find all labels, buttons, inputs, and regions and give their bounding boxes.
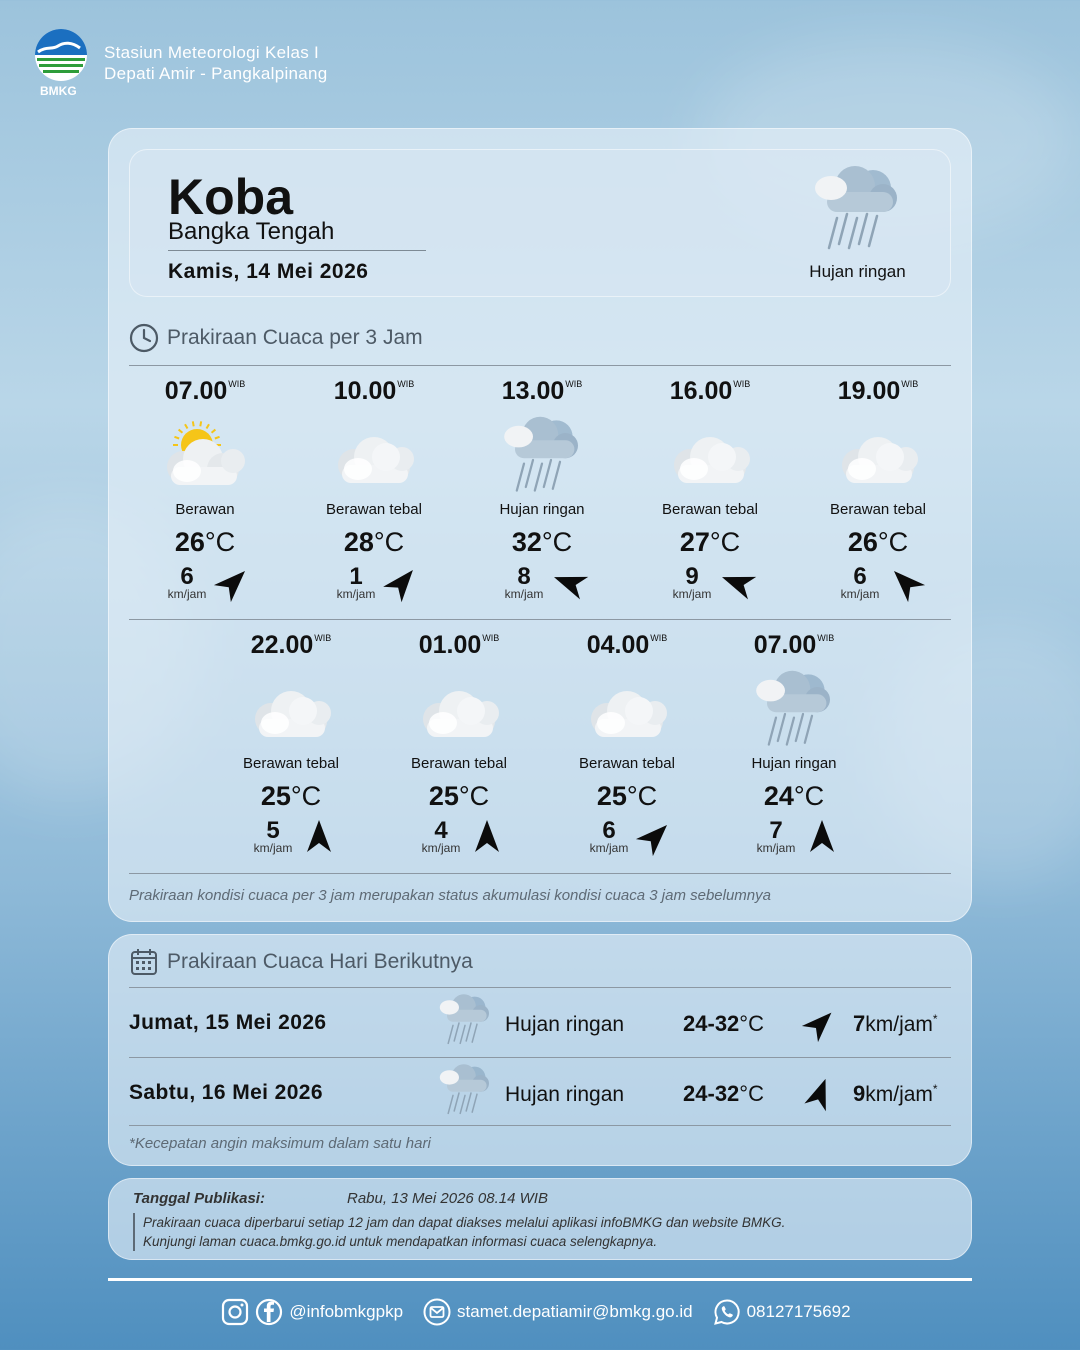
temperature-unit: °C	[877, 527, 909, 557]
wind-unit: km/jam	[504, 587, 544, 601]
temperature-unit: °C	[709, 527, 741, 557]
instagram-icon[interactable]	[221, 1298, 249, 1326]
daily-row	[129, 989, 951, 1057]
timezone-label: WIB	[482, 633, 500, 643]
temperature-unit: °C	[793, 781, 825, 811]
wind-speed: 6	[602, 817, 616, 844]
temperature-unit: °C	[458, 781, 490, 811]
facebook-icon[interactable]	[255, 1298, 283, 1326]
temperature-value: 25	[428, 781, 459, 811]
social-links[interactable]	[221, 1298, 403, 1326]
timezone-label: WIB	[314, 633, 332, 643]
hourly-slot	[626, 377, 794, 617]
wind-speed: 9	[853, 1081, 866, 1106]
partly-cloudy-icon	[155, 415, 255, 505]
weather-desc: Berawan tebal	[579, 755, 675, 772]
hourly-slot	[543, 631, 711, 871]
wind-direction-arrow-icon	[886, 563, 926, 603]
slot-time	[121, 377, 289, 406]
temperature-value: 28	[343, 527, 374, 557]
wind-unit: km/jam	[840, 587, 880, 601]
weather-desc: Berawan tebal	[411, 755, 507, 772]
wind-unit: km/jam	[253, 841, 293, 855]
temperature-value: 25	[596, 781, 627, 811]
wind-direction-arrow-icon	[550, 563, 590, 603]
temperature-unit: °C	[739, 1011, 764, 1036]
cloud-icon	[241, 669, 341, 759]
temperature-value: 27	[679, 527, 710, 557]
hourly-title: Prakiraan Cuaca per 3 Jam	[167, 326, 423, 349]
temperature-value: 26	[847, 527, 878, 557]
timezone-label: WIB	[817, 633, 835, 643]
wind-speed: 9	[685, 563, 699, 590]
phone-number[interactable]: 08127175692	[746, 1302, 851, 1321]
time-value: 07.00	[164, 377, 228, 405]
timezone-label: WIB	[733, 379, 751, 389]
temperature	[458, 527, 626, 558]
wind-unit: km/jam	[756, 841, 796, 855]
divider	[129, 365, 951, 366]
rain-cloud-icon	[435, 993, 495, 1053]
max-wind	[853, 1011, 938, 1037]
daily-note: *Kecepatan angin maksimum dalam satu hari	[129, 1135, 431, 1152]
slot-time	[290, 377, 458, 406]
temperature	[794, 527, 962, 558]
wind-direction-arrow-icon	[635, 817, 675, 857]
hourly-slot	[290, 377, 458, 617]
station-line2: Depati Amir - Pangkalpinang	[104, 64, 328, 83]
wind-unit: km/jam	[865, 1083, 933, 1106]
wind-speed: 6	[180, 563, 194, 590]
temperature-unit: °C	[373, 527, 405, 557]
wind-speed: 6	[853, 563, 867, 590]
cloud-icon	[324, 415, 424, 505]
wind-speed: 8	[517, 563, 531, 590]
hourly-slot	[458, 377, 626, 617]
temperature-value: 25	[260, 781, 291, 811]
wind-speed: 7	[853, 1011, 866, 1036]
temperature	[207, 781, 375, 812]
footnote-mark: *	[932, 1012, 938, 1026]
day-date: Sabtu, 16 Mei 2026	[129, 1081, 323, 1104]
slot-time	[375, 631, 543, 660]
wind-direction-arrow-icon	[801, 1005, 839, 1043]
temperature-range	[683, 1081, 764, 1107]
wind-unit: km/jam	[336, 587, 376, 601]
time-value: 04.00	[586, 631, 650, 659]
brand-header	[32, 28, 352, 98]
timezone-label: WIB	[397, 379, 415, 389]
rain-cloud-icon	[744, 669, 844, 759]
wind-speed: 4	[434, 817, 448, 844]
weather-desc: Berawan tebal	[662, 501, 758, 518]
temperature-unit: °C	[541, 527, 573, 557]
publication-label: Tanggal Publikasi:	[133, 1190, 265, 1207]
time-value: 16.00	[669, 377, 733, 405]
time-value: 22.00	[250, 631, 314, 659]
hourly-slot	[207, 631, 375, 871]
temperature-unit: °C	[739, 1081, 764, 1106]
divider	[133, 1213, 135, 1251]
logo-text: BMKG	[40, 84, 77, 98]
time-value: 01.00	[418, 631, 482, 659]
wind-direction-arrow-icon	[382, 563, 422, 603]
slot-time	[626, 377, 794, 406]
wind-speed: 7	[769, 817, 783, 844]
publication-text	[143, 1213, 785, 1251]
divider	[168, 250, 426, 251]
divider	[129, 1057, 951, 1058]
timezone-label: WIB	[228, 379, 246, 389]
bmkg-logo	[32, 28, 90, 98]
daily-section-title	[129, 947, 473, 977]
temperature	[290, 527, 458, 558]
temperature-value: 26	[174, 527, 205, 557]
cloud-icon	[409, 669, 509, 759]
temperature	[710, 781, 878, 812]
hourly-section-title	[129, 323, 423, 353]
region-name: Bangka Tengah	[168, 218, 335, 245]
forecast-date: Kamis, 14 Mei 2026	[168, 260, 369, 283]
clock-icon	[129, 323, 159, 353]
temp-min: 24	[683, 1011, 708, 1036]
weather-desc: Berawan tebal	[243, 755, 339, 772]
wind-speed: 5	[266, 817, 280, 844]
wind-unit: km/jam	[865, 1013, 933, 1036]
footnote-mark: *	[932, 1082, 938, 1096]
slot-time	[543, 631, 711, 660]
wind-unit: km/jam	[672, 587, 712, 601]
temperature-range	[683, 1011, 764, 1037]
wind-direction-arrow-icon	[467, 817, 507, 857]
footer-divider	[108, 1278, 972, 1281]
footer	[0, 1296, 1080, 1328]
timezone-label: WIB	[650, 633, 668, 643]
cloud-icon	[577, 669, 677, 759]
slot-time	[794, 377, 962, 406]
temp-max: 32	[714, 1081, 740, 1106]
location-box	[129, 149, 951, 297]
cloud-icon	[660, 415, 760, 505]
hourly-slot	[710, 631, 878, 871]
divider	[129, 619, 951, 620]
timezone-label: WIB	[565, 379, 583, 389]
email-icon	[423, 1298, 451, 1326]
temperature-value: 32	[511, 527, 542, 557]
time-value: 10.00	[333, 377, 397, 405]
temperature-unit: °C	[626, 781, 658, 811]
divider	[129, 987, 951, 988]
slot-time	[458, 377, 626, 406]
time-value: 19.00	[837, 377, 901, 405]
temp-max: 32	[714, 1011, 740, 1036]
temperature	[626, 527, 794, 558]
temperature	[121, 527, 289, 558]
time-value: 13.00	[501, 377, 565, 405]
wind-unit: km/jam	[167, 587, 207, 601]
day-weather-desc: Hujan ringan	[505, 1013, 625, 1036]
wind-direction-arrow-icon	[802, 817, 842, 857]
daily-forecast-card	[108, 934, 972, 1166]
rain-cloud-icon	[435, 1063, 495, 1123]
wind-unit: km/jam	[421, 841, 461, 855]
wind-direction-arrow-icon	[718, 563, 758, 603]
weather-desc: Berawan tebal	[326, 501, 422, 518]
publication-line2: Kunjungi laman cuaca.bmkg.go.id untuk mendapatkan informasi cuaca selengkapnya.	[143, 1234, 658, 1249]
slot-time	[207, 631, 375, 660]
wind-direction-arrow-icon	[801, 1075, 839, 1113]
range-dash: -	[707, 1011, 715, 1036]
daily-row	[129, 1059, 951, 1127]
max-wind	[853, 1081, 938, 1107]
wind-direction-arrow-icon	[299, 817, 339, 857]
range-dash: -	[707, 1081, 715, 1106]
phone-link[interactable]	[713, 1298, 851, 1326]
rain-cloud-icon	[492, 415, 592, 505]
daily-title: Prakiraan Cuaca Hari Berikutnya	[167, 950, 473, 973]
forecast-card	[108, 128, 972, 922]
rain-cloud-icon	[802, 164, 912, 264]
station-name	[104, 42, 328, 84]
hourly-slot	[375, 631, 543, 871]
time-value: 07.00	[753, 631, 817, 659]
weather-desc: Berawan tebal	[830, 501, 926, 518]
day-weather-desc: Hujan ringan	[505, 1083, 625, 1106]
temperature-value: 24	[763, 781, 794, 811]
wind-unit: km/jam	[589, 841, 629, 855]
city-name: Koba	[168, 169, 293, 225]
current-weather-desc: Hujan ringan	[809, 262, 906, 281]
calendar-icon	[129, 947, 159, 977]
whatsapp-icon	[713, 1298, 741, 1326]
weather-desc: Berawan	[175, 501, 235, 518]
cloud-icon	[828, 415, 928, 505]
weather-desc: Hujan ringan	[751, 755, 837, 772]
day-date: Jumat, 15 Mei 2026	[129, 1011, 327, 1034]
email-address[interactable]: stamet.depatiamir@bmkg.go.id	[457, 1302, 693, 1321]
hourly-slot	[121, 377, 289, 617]
wind-direction-arrow-icon	[213, 563, 253, 603]
temperature	[543, 781, 711, 812]
temperature-unit: °C	[290, 781, 322, 811]
slot-time	[710, 631, 878, 660]
station-line1: Stasiun Meteorologi Kelas I	[104, 43, 320, 62]
timezone-label: WIB	[901, 379, 919, 389]
publication-date: Rabu, 13 Mei 2026 08.14 WIB	[347, 1190, 548, 1207]
social-handle[interactable]: @infobmkgpkp	[289, 1302, 404, 1321]
wind-speed: 1	[349, 563, 363, 590]
temperature	[375, 781, 543, 812]
divider	[129, 873, 951, 874]
weather-desc: Hujan ringan	[499, 501, 585, 518]
hourly-slot	[794, 377, 962, 617]
hourly-note: Prakiraan kondisi cuaca per 3 jam merupakan status akumulasi kondisi cuaca 3 jam sebelumnya	[129, 887, 771, 904]
temperature-unit: °C	[204, 527, 236, 557]
publication-card	[108, 1178, 972, 1260]
email-link[interactable]	[423, 1298, 693, 1326]
temp-min: 24	[683, 1081, 708, 1106]
publication-line1: Prakiraan cuaca diperbarui setiap 12 jam dan dapat diakses melalui aplikasi infoBMKG dan website BMKG.	[143, 1215, 786, 1230]
